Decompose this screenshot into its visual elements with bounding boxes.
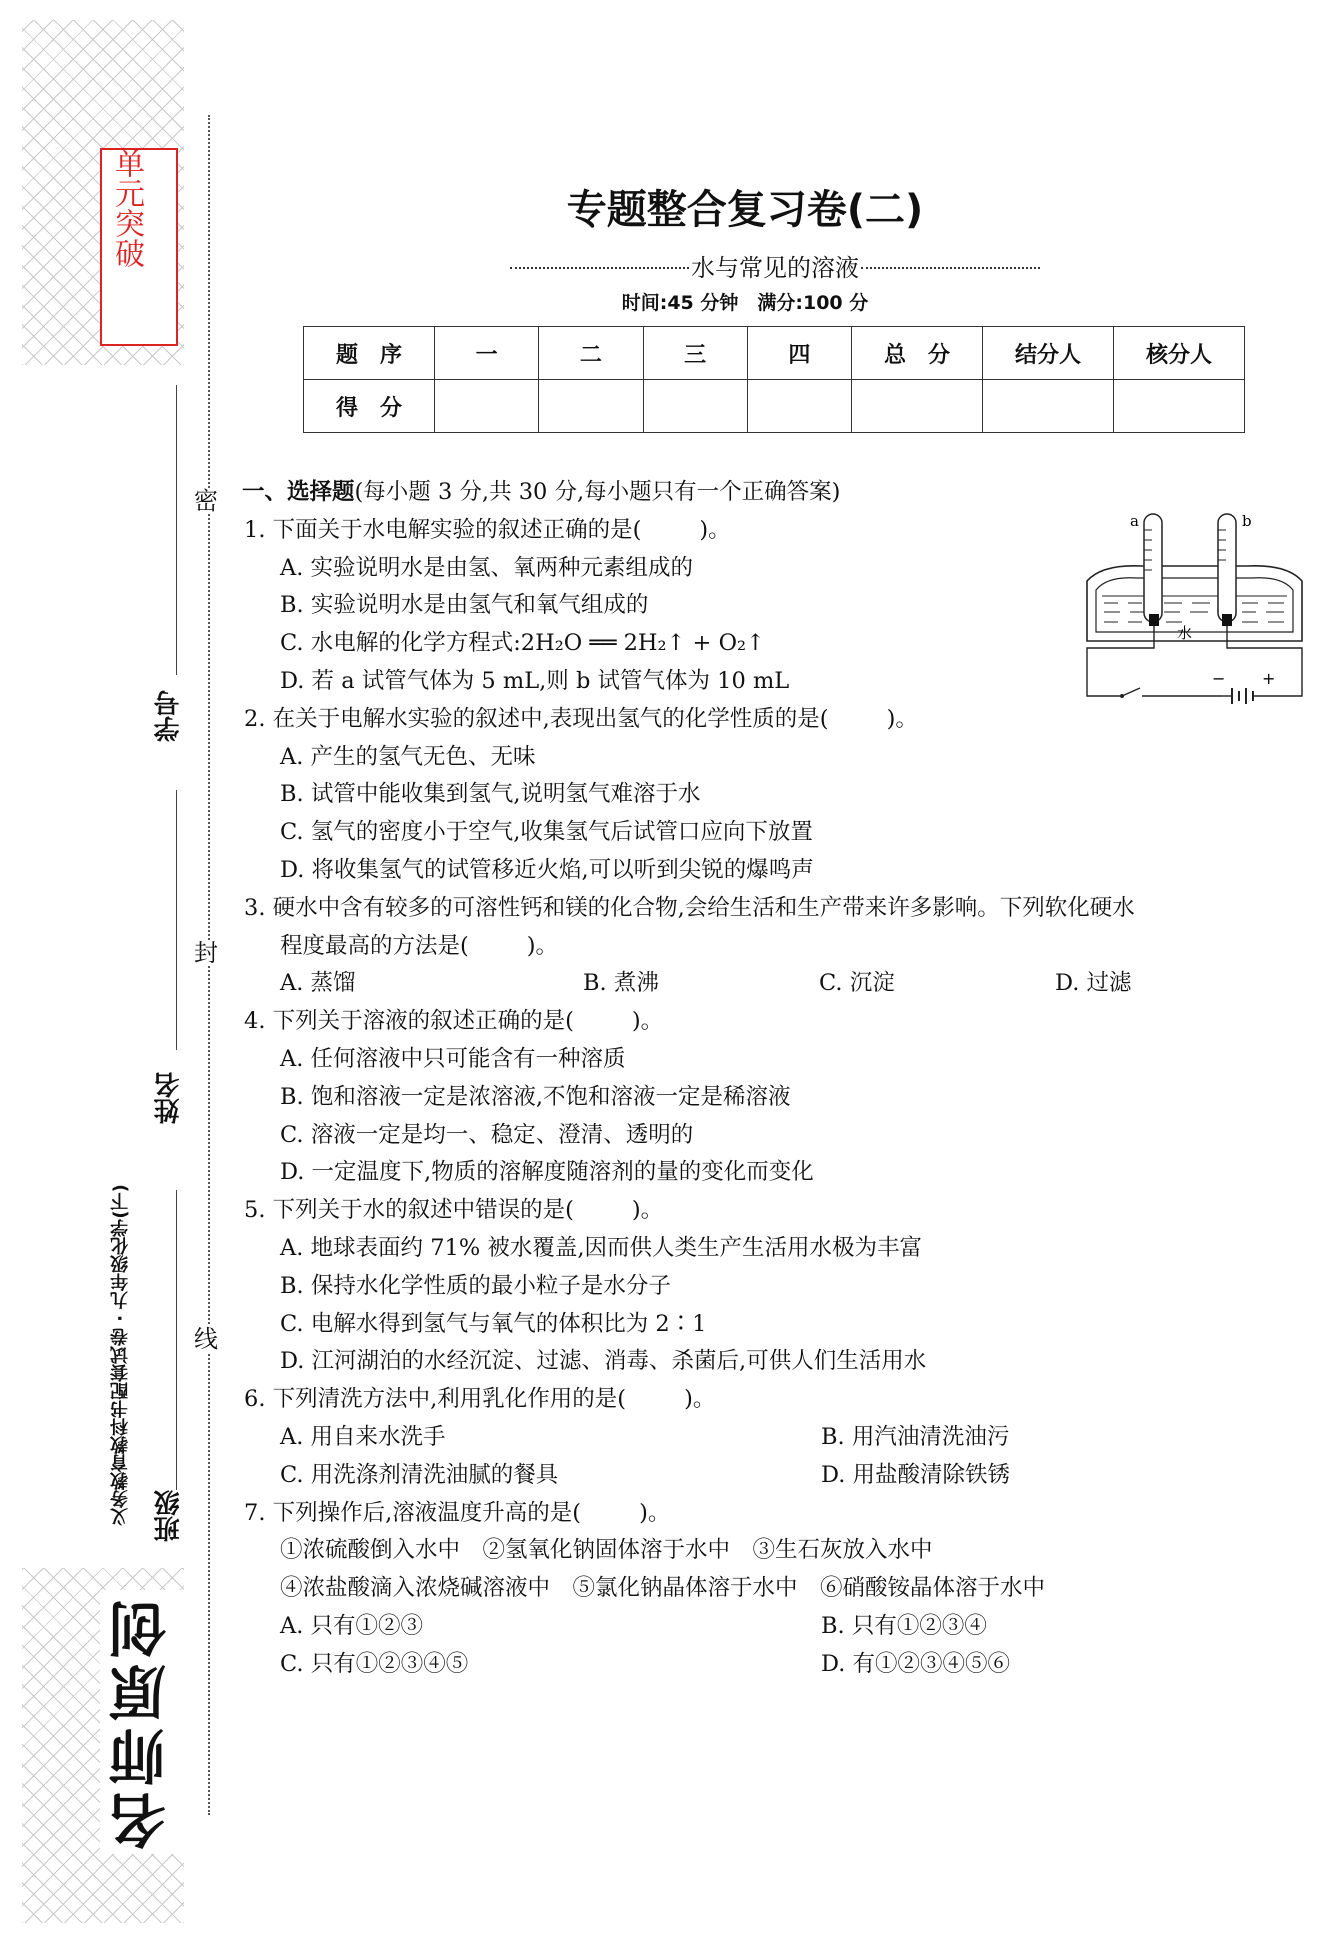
tube-b-label: b	[1242, 512, 1252, 530]
score-table	[303, 326, 1245, 433]
stem-end: )。	[631, 1197, 664, 1224]
score-header-cell: 四	[747, 327, 851, 380]
option[interactable]: C. 水电解的化学方程式:2H₂O ══ 2H₂↑ + O₂↑	[280, 630, 765, 657]
section-note: (每小题 3 分,共 30 分,每小题只有一个正确答案)	[354, 479, 841, 505]
option[interactable]: D. 有①②③④⑤⑥	[821, 1650, 1011, 1677]
option[interactable]: D. 过滤	[1055, 970, 1132, 997]
question-stem	[242, 1192, 1312, 1230]
stem-text: 6. 下列清洗方法中,利用乳化作用的是(	[244, 1386, 627, 1413]
stem-text: 7. 下列操作后,溶液温度升高的是(	[244, 1499, 582, 1526]
option[interactable]: A. 用自来水洗手	[280, 1423, 446, 1450]
battery-minus-label: −	[1212, 669, 1226, 688]
option[interactable]: C. 用洗涤剂清洗油腻的餐具	[280, 1461, 559, 1488]
score-value-row	[304, 380, 1245, 433]
time-info: 时间:45 分钟 满分:100 分	[621, 292, 869, 314]
score-header-row	[304, 327, 1245, 380]
score-header-cell: 三	[643, 327, 747, 380]
option-row	[242, 1419, 1312, 1457]
score-header-cell: 一	[435, 327, 539, 380]
score-input-cell[interactable]	[435, 380, 539, 433]
option[interactable]: C. 氢气的密度小于空气,收集氢气后试管口应向下放置	[280, 819, 813, 846]
option[interactable]: B. 用汽油清洗油污	[821, 1423, 1010, 1450]
stem-text: 程度最高的方法是(	[280, 932, 469, 959]
student-id-label: 学号	[154, 690, 184, 742]
option[interactable]: C. 只有①②③④⑤	[280, 1650, 469, 1677]
question-stem	[242, 1495, 1312, 1533]
score-header-cell: 结分人	[983, 327, 1114, 380]
option[interactable]: D. 若 a 试管气体为 5 mL,则 b 试管气体为 10 mL	[280, 667, 790, 694]
score-input-cell[interactable]	[1114, 380, 1245, 433]
subtitle-row	[510, 248, 1040, 283]
option[interactable]: A. 地球表面约 71% 被水覆盖,因而供人类生产生活用水极为丰富	[280, 1234, 923, 1261]
question-stem	[242, 701, 1312, 739]
score-input-cell[interactable]	[643, 380, 747, 433]
seal-mark-feng: 封	[194, 939, 218, 967]
stem-end: )。	[699, 516, 731, 543]
seal-mark-mi: 密	[194, 487, 218, 515]
score-input-cell[interactable]	[747, 380, 851, 433]
score-header-cell: 总 分	[852, 327, 983, 380]
option-row	[242, 1646, 1312, 1684]
stem-end: )。	[886, 705, 918, 732]
stem-end: )。	[526, 932, 559, 959]
battery-plus-label: +	[1262, 669, 1276, 688]
class-label: 班级	[154, 1490, 184, 1542]
score-header-cell: 核分人	[1114, 327, 1245, 380]
score-input-cell[interactable]	[852, 380, 983, 433]
option-row	[242, 965, 1312, 1003]
student-id-field[interactable]	[142, 385, 177, 675]
stem-end: )。	[639, 1499, 671, 1526]
subtitle-dots-left	[510, 267, 689, 269]
option[interactable]: B. 试管中能收集到氢气,说明氢气难溶于水	[280, 781, 701, 808]
brand-text: 名师原创	[100, 1590, 184, 1854]
option[interactable]: D. 将收集氢气的试管移近火焰,可以听到尖锐的爆鸣声	[280, 856, 814, 883]
page-title: 专题整合复习卷(二)	[566, 187, 924, 233]
name-field[interactable]	[142, 790, 177, 1050]
question-section	[242, 474, 1312, 1684]
score-header-cell: 二	[539, 327, 643, 380]
option[interactable]: A. 只有①②③	[280, 1612, 424, 1639]
option-row	[242, 1457, 1312, 1495]
option[interactable]: D. 江河湖泊的水经沉淀、过滤、消毒、杀菌后,可供人们生活用水	[280, 1348, 927, 1375]
option-row	[242, 1608, 1312, 1646]
option[interactable]: D. 用盐酸清除铁锈	[821, 1461, 1011, 1488]
option[interactable]: D. 一定温度下,物质的溶解度随溶剂的量的变化而变化	[280, 1159, 814, 1186]
series-text: 义务教育教科书配套试卷 · 九年级化学(下)	[110, 1184, 131, 1526]
stem-text: 1. 下面关于水电解实验的叙述正确的是(	[244, 516, 642, 543]
question-stem	[242, 512, 1312, 550]
score-input-cell[interactable]	[539, 380, 643, 433]
score-header-cell: 题 序	[304, 327, 435, 380]
option[interactable]: B. 饱和溶液一定是浓溶液,不饱和溶液一定是稀溶液	[280, 1083, 791, 1110]
class-field[interactable]	[142, 1190, 177, 1490]
page-subtitle: 水与常见的溶液	[691, 254, 859, 282]
question-stem: 3. 硬水中含有较多的可溶性钙和镁的化合物,会给生活和生产带来许多影响。下列软化硬水	[244, 894, 1135, 921]
section-title: 一、选择题	[242, 479, 355, 505]
option[interactable]: B. 只有①②③④	[821, 1612, 987, 1639]
option[interactable]: B. 煮沸	[583, 970, 659, 997]
stem-end: )。	[684, 1386, 716, 1413]
question-items: ④浓盐酸滴入浓烧碱溶液中 ⑤氯化钠晶体溶于水中 ⑥硝酸铵晶体溶于水中	[280, 1575, 1046, 1602]
option[interactable]: C. 沉淀	[819, 970, 895, 997]
score-input-cell[interactable]	[983, 380, 1114, 433]
question-items: ①浓硫酸倒入水中 ②氢氧化钠固体溶于水中 ③生石灰放入水中	[280, 1537, 933, 1564]
score-row-label: 得 分	[304, 380, 435, 433]
question-stem-continued	[242, 928, 1312, 966]
option[interactable]: A. 实验说明水是由氢、氧两种元素组成的	[280, 554, 694, 581]
stem-end: )。	[631, 1008, 664, 1035]
seal-mark-xian: 线	[194, 1325, 218, 1353]
stem-text: 4. 下列关于溶液的叙述正确的是(	[244, 1008, 574, 1035]
option[interactable]: C. 溶液一定是均一、稳定、澄清、透明的	[280, 1121, 694, 1148]
option[interactable]: B. 保持水化学性质的最小粒子是水分子	[280, 1272, 671, 1299]
section-heading	[242, 474, 1312, 512]
subtitle-dots-right	[861, 267, 1040, 269]
option[interactable]: C. 电解水得到氢气与氧气的体积比为 2∶1	[280, 1310, 707, 1337]
option[interactable]: A. 任何溶液中只可能含有一种溶质	[280, 1045, 626, 1072]
question-stem	[242, 1003, 1312, 1041]
option[interactable]: A. 蒸馏	[280, 970, 356, 997]
unit-label: 单元突破	[109, 148, 144, 268]
option[interactable]: A. 产生的氢气无色、无味	[280, 743, 536, 770]
stem-text: 5. 下列关于水的叙述中错误的是(	[244, 1197, 574, 1224]
tube-a-label: a	[1130, 512, 1139, 530]
option[interactable]: B. 实验说明水是由氢气和氧气组成的	[280, 592, 649, 619]
name-label: 姓名	[154, 1072, 184, 1124]
question-stem	[242, 1381, 1312, 1419]
stem-text: 2. 在关于电解水实验的叙述中,表现出氢气的化学性质的是(	[244, 705, 829, 732]
water-label: 水	[1177, 624, 1193, 642]
